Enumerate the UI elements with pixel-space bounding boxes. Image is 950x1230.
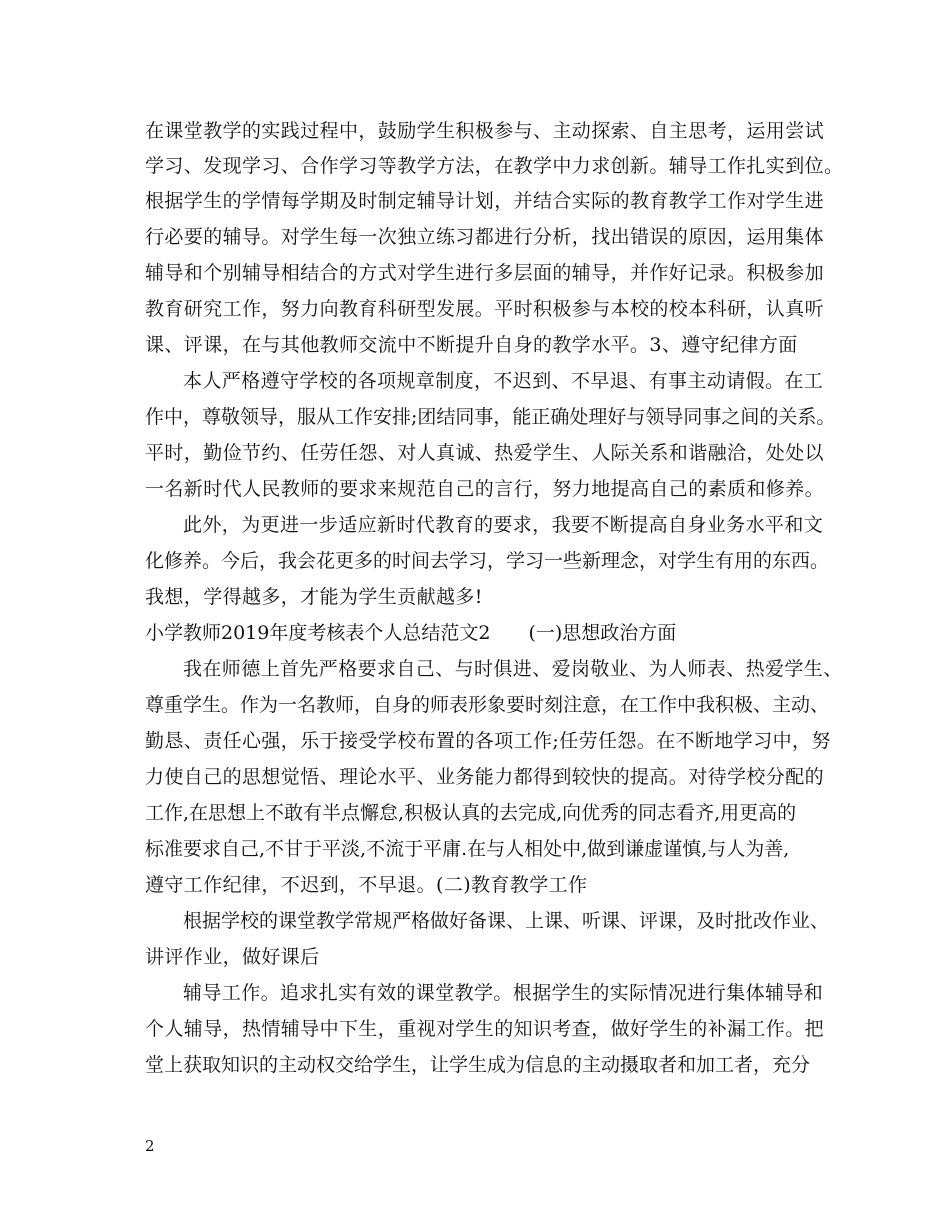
text-line: 学习、发现学习、合作学习等教学方法，在教学中力求创新。辅导工作扎实到位。 [145, 155, 844, 177]
text-line: 化修养。今后，我会花更多的时间去学习，学习一些新理念，对学生有用的东西。 [145, 550, 830, 572]
paragraph-first-line: 此外，为更进一步适应新时代教育的要求，我要不断提高自身业务水平和文 [183, 514, 824, 536]
text-line: 根据学生的学情每学期及时制定辅导计划，并结合实际的教育教学工作对学生进 [145, 190, 825, 212]
page-number: 2 [145, 1137, 155, 1155]
text-line: 力使自己的思想觉悟、理论水平、业务能力都得到较快的提高。对待学校分配的 [145, 766, 825, 788]
text-line: 堂上获取知识的主动权交给学生，让学生成为信息的主动摄取者和加工者，充分 [145, 1054, 811, 1076]
paragraph-first-line: 辅导工作。追求扎实有效的课堂教学。根据学生的实际情况进行集体辅导和 [183, 982, 824, 1004]
text-line: 行必要的辅导。对学生每一次独立练习都进行分析，找出错误的原因，运用集体 [145, 226, 825, 248]
text-line: 尊重学生。作为一名教师，自身的师表形象要时刻注意，在工作中我积极、主动、 [145, 694, 830, 716]
text-line: 作中，尊敬领导，服从工作安排;团结同事，能正确处理好与领导同事之间的关系。 [145, 406, 836, 428]
text-line: 勤恳、责任心强，乐于接受学校布置的各项工作;任劳任怨。在不断地学习中，努 [145, 730, 831, 752]
text-line: 教育研究工作，努力向教育科研型发展。平时积极参与本校的校本科研，认真听 [145, 298, 825, 320]
paragraph-first-line: 根据学校的课堂教学常规严格做好备课、上课、听课、评课，及时批改作业、 [183, 910, 830, 932]
text-line: 我想，学得越多，才能为学生贡献越多! [145, 586, 483, 608]
paragraph-first-line: 我在师德上首先严格要求自己、与时俱进、爱岗敬业、为人师表、热爱学生、 [183, 658, 843, 680]
text-line: 辅导和个别辅导相结合的方式对学生进行多层面的辅导，并作好记录。积极参加 [145, 262, 825, 284]
text-line: 平时，勤俭节约、任劳任怨、对人真诚、热爱学生、人际关系和谐融洽，处处以 [145, 442, 825, 464]
section-heading-line: 遵守工作纪律，不迟到，不早退。(二)教育教学工作 [145, 874, 588, 896]
text-line: 在课堂教学的实践过程中，鼓励学生积极参与、主动探索、自主思考，运用尝试 [145, 120, 825, 142]
section-title-line: 小学教师2019年度考核表个人总结范文2 (一)思想政治方面 [145, 622, 677, 644]
text-line: 标准要求自己,不甘于平淡,不流于平庸.在与人相处中,做到谦虚谨慎,与人为善, [145, 838, 790, 860]
text-line: 讲评作业，做好课后 [145, 946, 320, 968]
text-line: 工作,在思想上不敢有半点懈怠,积极认真的去完成,向优秀的同志看齐,用更高的 [145, 802, 797, 824]
paragraph-first-line: 本人严格遵守学校的各项规章制度，不迟到、不早退、有事主动请假。在工 [183, 370, 824, 392]
text-line: 一名新时代人民教师的要求来规范自己的言行，努力地提高自己的素质和修养。 [145, 478, 825, 500]
section-heading-line: 课、评课，在与其他教师交流中不断提升自身的教学水平。3、遵守纪律方面 [145, 334, 798, 356]
text-line: 个人辅导，热情辅导中下生，重视对学生的知识考查，做好学生的补漏工作。把 [145, 1018, 825, 1040]
